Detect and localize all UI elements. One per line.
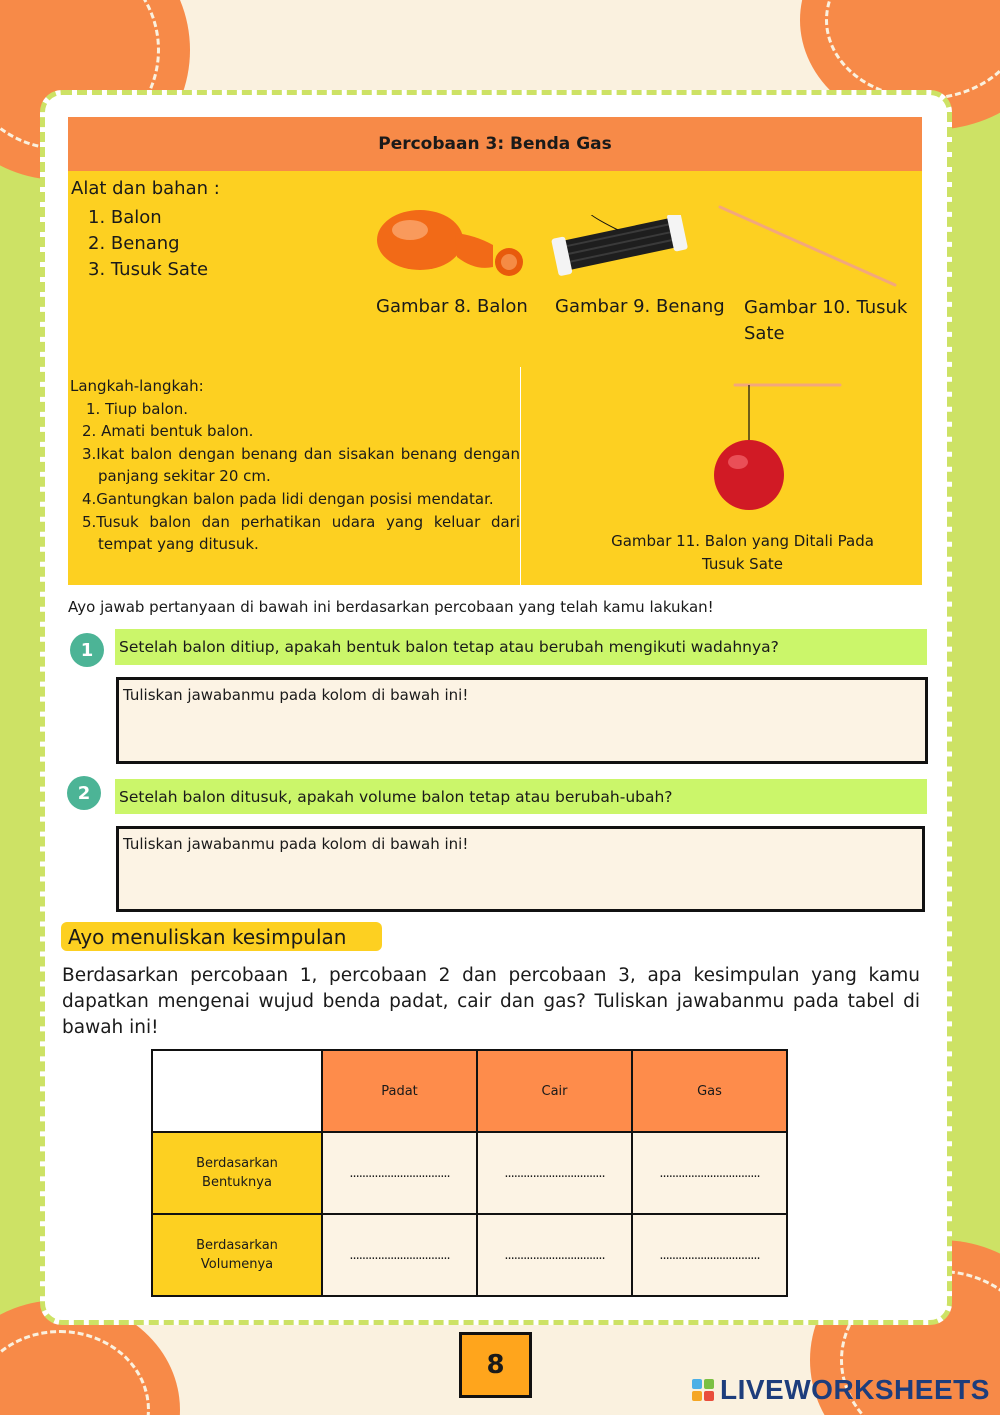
row-header-volume xyxy=(152,1214,322,1296)
caption-hanging-line2: Tusuk Sate xyxy=(702,554,783,573)
steps-block xyxy=(70,375,520,556)
question-text: Setelah balon ditusuk, apakah volume balon tetap atau berubah-ubah? xyxy=(115,779,927,814)
step-item: 1. Tiup balon. xyxy=(86,399,189,418)
experiment-title: Percobaan 3: Benda Gas xyxy=(68,117,922,171)
balloon-image xyxy=(375,205,530,285)
answer-cell-gas-bentuk[interactable]: ................................ xyxy=(632,1132,787,1214)
question-prompt: Ayo jawab pertanyaan di bawah ini berdasarkan percobaan yang telah kamu lakukan! xyxy=(68,598,714,616)
hanging-balloon-image xyxy=(700,380,850,515)
thread-image xyxy=(548,215,693,277)
answer-cell-padat-bentuk[interactable]: ................................ xyxy=(322,1132,477,1214)
conclusion-label: Ayo menuliskan kesimpulan xyxy=(61,922,382,951)
row-header-bentuk xyxy=(152,1132,322,1214)
answer-cell-cair-bentuk[interactable]: ................................ xyxy=(477,1132,632,1214)
conclusion-text: Berdasarkan percobaan 1, percobaan 2 dan percobaan 3, apa kesimpulan yang kamu dapatkan mengenai wujud benda padat, cair dan gas? Tuliskan jawabanmu pada tabel di bawah ini! xyxy=(62,965,920,1038)
answer-box-2[interactable]: Tuliskan jawabanmu pada kolom di bawah ini! xyxy=(116,826,925,912)
brand-logo-icon xyxy=(692,1379,714,1401)
materials-item: 1. Balon xyxy=(88,207,162,228)
question-text: Setelah balon ditiup, apakah bentuk balon tetap atau berubah mengikuti wadahnya? xyxy=(115,629,927,665)
table-row xyxy=(152,1132,787,1214)
step-item: 2. Amati bentuk balon. xyxy=(82,422,254,441)
caption-skewer xyxy=(744,295,907,347)
brand-name: LIVEWORKSHEETS xyxy=(720,1374,990,1405)
answer-cell-cair-volume[interactable]: ................................ xyxy=(477,1214,632,1296)
step-item: 3.Ikat balon dengan benang dan sisakan benang dengan panjang sekitar 20 cm. xyxy=(82,444,520,486)
caption-balloon: Gambar 8. Balon xyxy=(376,296,528,317)
steps-list xyxy=(70,398,520,556)
row-header-line: Berdasarkan xyxy=(196,1156,278,1171)
question-number-badge: 2 xyxy=(67,776,101,810)
caption-skewer-line1: Gambar 10. Tusuk xyxy=(744,297,908,318)
answer-box-1[interactable]: Tuliskan jawabanmu pada kolom di bawah ini! xyxy=(116,677,928,764)
step-item: 4.Gantungkan balon pada lidi dengan posisi mendatar. xyxy=(82,489,494,508)
caption-hanging-balloon xyxy=(590,530,895,575)
materials-item: 3. Tusuk Sate xyxy=(88,259,209,280)
materials-list xyxy=(88,205,208,283)
answer-cell-padat-volume[interactable]: ................................ xyxy=(322,1214,477,1296)
column-header-padat: Padat xyxy=(322,1050,477,1132)
row-header-line: Bentuknya xyxy=(202,1175,272,1190)
materials-item: 2. Benang xyxy=(88,233,180,254)
answer-cell-gas-volume[interactable]: ................................ xyxy=(632,1214,787,1296)
row-header-line: Berdasarkan xyxy=(196,1238,278,1253)
steps-title: Langkah-langkah: xyxy=(70,377,204,395)
materials-title: Alat dan bahan : xyxy=(71,178,220,199)
row-header-line: Volumenya xyxy=(200,1257,274,1272)
page-number: 8 xyxy=(459,1332,532,1398)
column-header-cair: Cair xyxy=(477,1050,632,1132)
table-row xyxy=(152,1214,787,1296)
skewer-image xyxy=(715,203,900,288)
table-corner-cell xyxy=(152,1050,322,1132)
caption-thread: Gambar 9. Benang xyxy=(555,296,725,317)
question-number-badge: 1 xyxy=(70,633,104,667)
brand-logo-block xyxy=(692,1373,990,1407)
caption-hanging-line1: Gambar 11. Balon yang Ditali Pada xyxy=(611,532,874,550)
conclusion-table xyxy=(151,1049,788,1297)
step-item: 5.Tusuk balon dan perhatikan udara yang keluar dari tempat yang ditusuk. xyxy=(82,512,520,554)
column-header-gas: Gas xyxy=(632,1050,787,1132)
caption-skewer-line2: Sate xyxy=(744,323,785,344)
table-header-row xyxy=(152,1050,787,1132)
